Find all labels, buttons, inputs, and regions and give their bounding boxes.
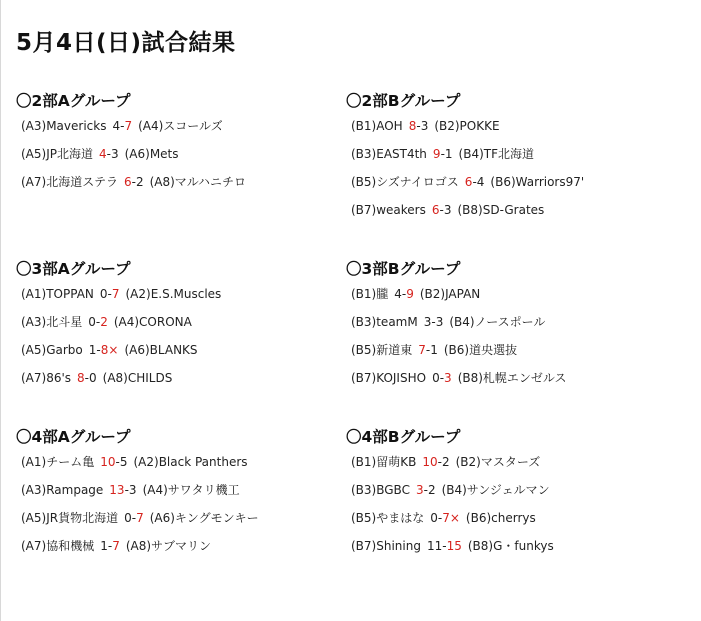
score-separator: -	[425, 343, 431, 357]
score	[124, 511, 144, 525]
score	[99, 147, 119, 161]
team-2: (A6)Mets	[124, 147, 179, 161]
match-row	[16, 168, 346, 196]
team-2: (B4)ノースポール	[449, 315, 546, 329]
score-1: 0	[124, 511, 132, 525]
score-1: 11	[426, 539, 443, 553]
score	[109, 483, 136, 497]
team-2: (A6)キングモンキー	[149, 511, 259, 525]
match-row	[346, 448, 676, 476]
team-1: (B3)BGBC	[351, 483, 410, 497]
score-2: 8	[100, 343, 109, 357]
score-2: 3	[435, 315, 444, 329]
team-2: (A8)マルハニチロ	[149, 175, 246, 189]
match-row	[346, 112, 676, 140]
score-separator: -	[431, 315, 436, 329]
team-2: (A4)CORONA	[113, 315, 192, 329]
score-1: 1	[100, 539, 108, 553]
score-1: 7	[418, 343, 426, 357]
score-2: 2	[427, 483, 436, 497]
match-row	[346, 504, 676, 532]
team-1: (A3)北斗星	[21, 315, 83, 329]
score-separator: -	[437, 455, 442, 469]
score-separator: -	[95, 315, 101, 329]
score-2: 2	[441, 455, 450, 469]
match-row	[346, 532, 676, 560]
score	[394, 287, 414, 301]
team-2: (B2)マスターズ	[455, 455, 541, 469]
score-separator: -	[423, 483, 428, 497]
match-row	[16, 280, 346, 308]
score-1: 4	[112, 119, 121, 133]
score-1: 8	[408, 119, 417, 133]
score-2: 3	[420, 119, 429, 133]
group-title: 〇2部Bグループ	[346, 92, 461, 110]
group-title: 〇4部Bグループ	[346, 428, 461, 446]
score-2: 7	[112, 539, 120, 553]
match-row	[16, 308, 346, 336]
group-title: 〇3部Bグループ	[346, 260, 461, 278]
score-separator: -	[439, 371, 445, 385]
score	[100, 539, 120, 553]
team-2: (A2)E.S.Muscles	[125, 287, 222, 301]
score-separator: -	[472, 175, 477, 189]
score-1: 9	[432, 147, 441, 161]
team-2: (A4)サワタリ機工	[142, 483, 240, 497]
team-2: (B6)cherrys	[465, 511, 536, 525]
team-1: (A5)Garbo	[21, 343, 83, 357]
team-2: (B4)TF北海道	[458, 147, 535, 161]
score	[112, 119, 132, 133]
score-2: 9	[406, 287, 414, 301]
team-1: (B1)朧	[351, 287, 389, 301]
score	[77, 371, 97, 385]
group-title: 〇3部Aグループ	[16, 260, 131, 278]
page-title: 5月4日(日)試合結果	[16, 30, 236, 56]
score-1: 6	[123, 175, 132, 189]
score-1: 3	[423, 315, 432, 329]
score-2: 1	[430, 343, 438, 357]
score-1: 13	[109, 483, 125, 497]
score	[88, 315, 108, 329]
match-row	[346, 364, 676, 392]
score-separator: -	[437, 511, 443, 525]
match-row	[16, 532, 346, 560]
group-block	[346, 426, 676, 560]
score-1: 3	[415, 483, 424, 497]
match-row	[346, 280, 676, 308]
score-1: 10	[100, 455, 116, 469]
score-2: 7	[124, 119, 133, 133]
team-1: (B5)新道東	[351, 343, 413, 357]
team-1: (A7)北海道ステラ	[21, 175, 118, 189]
score	[422, 455, 449, 469]
team-1: (B7)Shining	[351, 539, 421, 553]
score-2: 7	[136, 511, 144, 525]
score	[416, 483, 436, 497]
team-2: (B4)サンジェルマン	[441, 483, 550, 497]
team-2: (B2)JAPAN	[419, 287, 481, 301]
score-separator: -	[131, 511, 137, 525]
score-1: 8	[77, 371, 85, 385]
group-title: 〇2部Aグループ	[16, 92, 131, 110]
score	[424, 315, 444, 329]
team-2: (B6)道央選抜	[443, 343, 518, 357]
team-2: (B8)札幌エンゼルス	[457, 371, 567, 385]
group-block	[16, 426, 346, 560]
score	[433, 147, 453, 161]
score-separator: -	[124, 483, 129, 497]
score-separator: -	[106, 147, 111, 161]
score	[432, 371, 452, 385]
group-block	[346, 258, 676, 392]
score-separator: -	[439, 203, 444, 217]
score-suffix: ×	[108, 343, 119, 357]
score-1: 4	[98, 147, 107, 161]
team-1: (A5)JR貨物北海道	[21, 511, 119, 525]
team-2: (A6)BLANKS	[124, 343, 198, 357]
score-2: 3	[443, 203, 452, 217]
score-separator: -	[115, 455, 120, 469]
group-block	[16, 90, 346, 196]
match-row	[346, 308, 676, 336]
team-1: (B7)KOJISHO	[351, 371, 427, 385]
score	[418, 343, 438, 357]
score-1: 0	[88, 315, 96, 329]
team-2: (B8)G・funkys	[467, 539, 554, 553]
score-1: 6	[431, 203, 440, 217]
score-2: 3	[444, 371, 452, 385]
score	[124, 175, 144, 189]
score-separator: -	[84, 371, 90, 385]
score-suffix: ×	[449, 511, 460, 525]
team-1: (A1)チーム亀	[21, 455, 95, 469]
team-2: (B2)POKKE	[434, 119, 500, 133]
score-separator: -	[107, 539, 113, 553]
match-row	[346, 196, 676, 224]
team-2: (B6)Warriors97'	[490, 175, 585, 189]
match-row	[346, 140, 676, 168]
score-2: 4	[476, 175, 485, 189]
team-1: (A7)協和機械	[21, 539, 95, 553]
match-row	[16, 112, 346, 140]
team-1: (B3)EAST4th	[351, 147, 427, 161]
team-1: (B3)teamM	[351, 315, 418, 329]
score-1: 0	[99, 287, 108, 301]
group-block	[346, 90, 676, 224]
group-title: 〇4部Aグループ	[16, 428, 131, 446]
match-row	[16, 336, 346, 364]
match-row	[16, 140, 346, 168]
match-row	[16, 448, 346, 476]
team-1: (B7)weakers	[351, 203, 426, 217]
score-separator: -	[131, 175, 136, 189]
score-separator: -	[120, 119, 125, 133]
score-2: 7	[111, 287, 120, 301]
team-1: (B5)シズナイロゴス	[351, 175, 459, 189]
score-2: 0	[89, 371, 97, 385]
team-1: (A3)Rampage	[21, 483, 104, 497]
team-1: (A5)JP北海道	[21, 147, 93, 161]
team-1: (B1)AOH	[351, 119, 403, 133]
score	[430, 511, 460, 525]
team-2: (A4)スコールズ	[138, 119, 223, 133]
score	[465, 175, 485, 189]
score-2: 3	[128, 483, 137, 497]
score	[409, 119, 429, 133]
score-2: 5	[119, 455, 128, 469]
score-separator: -	[107, 287, 112, 301]
team-2: (A8)CHILDS	[102, 371, 173, 385]
score-2: 2	[100, 315, 108, 329]
score-2: 2	[135, 175, 144, 189]
score	[100, 287, 120, 301]
score-2: 1	[444, 147, 453, 161]
score-separator: -	[401, 287, 407, 301]
score-1: 0	[432, 371, 440, 385]
score	[427, 539, 462, 553]
score-2: 3	[110, 147, 119, 161]
group-block	[16, 258, 346, 392]
match-row	[16, 476, 346, 504]
score	[432, 203, 452, 217]
team-1: (B1)留萌KB	[351, 455, 417, 469]
team-1: (A7)86's	[21, 371, 72, 385]
page-left-border	[0, 0, 1, 621]
match-row	[16, 364, 346, 392]
score	[100, 455, 127, 469]
score-2: 15	[446, 539, 462, 553]
match-row	[346, 476, 676, 504]
score-separator: -	[96, 343, 101, 357]
team-2: (A2)Black Panthers	[133, 455, 248, 469]
team-2: (B8)SD-Grates	[457, 203, 545, 217]
score-1: 1	[88, 343, 97, 357]
score-2: 7	[442, 511, 450, 525]
match-row	[346, 336, 676, 364]
match-row	[346, 168, 676, 196]
team-1: (A3)Mavericks	[21, 119, 107, 133]
score-separator: -	[416, 119, 421, 133]
score-1: 10	[422, 455, 438, 469]
score-1: 4	[394, 287, 402, 301]
score	[89, 343, 119, 357]
team-2: (A8)サブマリン	[125, 539, 212, 553]
match-row	[16, 504, 346, 532]
score-1: 0	[430, 511, 438, 525]
score-separator: -	[442, 539, 447, 553]
team-1: (B5)やまはな	[351, 511, 425, 525]
score-1: 6	[464, 175, 473, 189]
score-separator: -	[440, 147, 445, 161]
team-1: (A1)TOPPAN	[21, 287, 94, 301]
